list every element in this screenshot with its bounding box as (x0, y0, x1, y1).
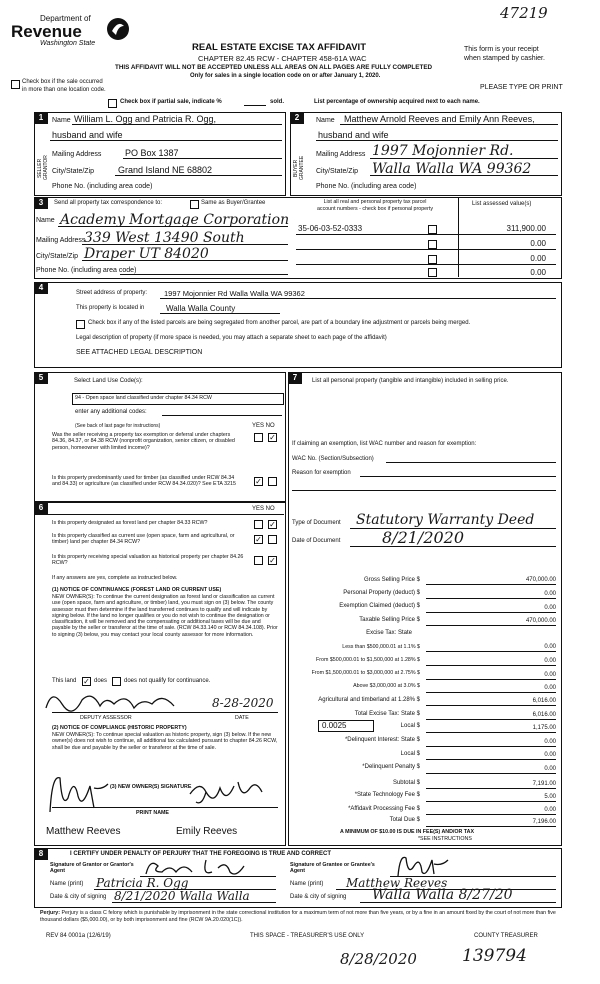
buyer-name[interactable]: Matthew Arnold Reeves and Emily Ann Reeves, (344, 114, 535, 124)
agricultural-label: Agricultural and timberland at 1.28% $ (318, 697, 420, 703)
subtotal-label: Subtotal $ (392, 780, 420, 786)
total-state-value[interactable]: 6,016.00 (532, 712, 556, 718)
legal-description[interactable]: SEE ATTACHED LEGAL DESCRIPTION (76, 349, 203, 356)
parcel-value-4[interactable]: 0.00 (530, 268, 546, 277)
form-chapter: CHAPTER 82.45 RCW - CHAPTER 458-61A WAC (198, 54, 367, 63)
parcel-header-2: account numbers - check box if personal property (316, 206, 433, 212)
sec5-q2-yes[interactable]: ✓ (255, 477, 262, 486)
sec3-mail-label: Mailing Address (36, 237, 86, 244)
local-tax-label: Local $ (400, 723, 420, 729)
dept-label: Department of (40, 14, 91, 23)
tier-2-value[interactable]: 0.00 (544, 658, 556, 664)
does-qualify-checkbox[interactable]: ✓ (83, 677, 90, 686)
new-owner-signature-label: (3) NEW OWNER(S) SIGNATURE (110, 784, 192, 790)
sec6-question-3: Is this property receiving special valuation as historical property per chapter 84.26 RCW? (52, 554, 244, 567)
seller-phone-label: Phone No. (including area code) (52, 183, 153, 190)
seller-city-label: City/State/Zip (52, 168, 95, 175)
same-as-buyer-checkbox[interactable] (190, 200, 199, 209)
treasurer-stamp-date: 8/28/2020 (340, 950, 417, 968)
land-use-code: 94 - Open space land classified under chapter 84.34 RCW (75, 395, 212, 401)
seller-name[interactable]: William L. Ogg and Patricia R. Ogg, (74, 114, 217, 124)
notice-1-body: NEW OWNER(S): To continue the current designation as forest land or classification as current use (open space, farm and agriculture, or timber) land, you must sign on (3) below. The county assessor must then determine if the land transferred continues to qualify and will indicate by signing below. If the land no longer qualifies or you do not wish to continue the designation or classification, it will be removed and the compensating or additional taxes will be due and payable by the seller or transferor at the time of sale. (RCW 84.33.140 or RCW 84.34.108). Prior to signing (3) below, you may contact your local county assessor for more information. (52, 594, 278, 638)
minimum-due-note: A MINIMUM OF $10.00 IS DUE IN FEE(S) AND/OR TAX (340, 829, 475, 835)
grantee-date-city[interactable]: Walla Walla 8/27/20 (372, 887, 513, 903)
segregated-checkbox[interactable] (76, 320, 85, 329)
doc-date-label: Date of Document (292, 538, 341, 544)
grantee-signature (392, 852, 452, 878)
tier-4-value[interactable]: 0.00 (544, 685, 556, 691)
state-label: Washington State (40, 40, 96, 47)
local-rate: 0.0025 (322, 721, 347, 730)
see-instructions-note: *SEE INSTRUCTIONS (418, 836, 472, 842)
buyer-side-label: BUYER GRANTEE (293, 155, 305, 181)
gross-price-value[interactable]: 470,000.00 (525, 577, 556, 583)
legal-description-label: Legal description of property (if more space is needed, you may attach a separate sheet to each page of the affidavit) (76, 335, 387, 341)
personal-property-deduct-label: Personal Property (deduct) $ (343, 590, 420, 596)
sec6-yes-no-header: YES NO (252, 506, 275, 512)
buyer-mail-label: Mailing Address (316, 151, 366, 158)
grantee-print-name[interactable]: Matthew Reeves (346, 876, 448, 890)
exemption-deduct-value[interactable]: 0.00 (544, 605, 556, 611)
agricultural-value[interactable]: 6,016.00 (532, 698, 556, 704)
personal-property-label: List all personal property (tangible and intangible) included in selling price. (312, 378, 509, 384)
exemption-label: If claiming an exemption, list WAC number and reason for exemption: (292, 441, 477, 447)
parcel-1-personal-checkbox[interactable] (428, 225, 437, 234)
buyer-city-label: City/State/Zip (316, 168, 359, 175)
send-correspondence-label: Send all property tax correspondence to: (54, 200, 163, 206)
parcel-3-personal-checkbox[interactable] (428, 255, 437, 264)
notice-1-title: (1) NOTICE OF CONTINUANCE (FOREST LAND OR CURRENT USE) (52, 587, 222, 593)
delinquent-interest-local-label: Local $ (400, 751, 420, 757)
partial-sale-checkbox[interactable] (108, 99, 117, 108)
buyer-phone-label: Phone No. (including area code) (316, 183, 417, 190)
see-back-note: (See back of last page for instructions) (75, 423, 161, 429)
buyer-mail[interactable]: 1997 Mojonnier Rd. (372, 143, 514, 159)
this-land-label: This land (52, 678, 77, 684)
tier-1-value[interactable]: 0.00 (544, 644, 556, 650)
revision-label: REV 84 0001a (12/6/19) (46, 933, 111, 939)
owner-1-signature (44, 768, 114, 818)
seller-name-label: Name (52, 117, 71, 124)
wac-label: WAC No. (Section/Subsection) (292, 456, 374, 462)
sec6-q1-yes[interactable] (254, 520, 263, 529)
revenue-logo-text: Revenue (11, 22, 82, 41)
parcel-number-1[interactable]: 35-06-03-52-0333 (298, 224, 363, 233)
does-label: does (94, 678, 108, 684)
perjury-text: Perjury is a class C felony which is punishable by imprisonment in the state correctional institution for a maximum term of not more than five years, or by a fine in an amount fixed by the court of not more than five thousand dollars ($5,000.00), or by both imprisonment and fine (RCW 9A.20.020(1C)). (40, 910, 556, 923)
tier-1-label: Less than $500,000.01 at 1.1% $ (342, 644, 420, 650)
county[interactable]: Walla Walla County (166, 304, 236, 313)
ownership-note: List percentage of ownership acquired next to each name. (314, 99, 480, 105)
tier-2-label: From $500,000.01 to $1,500,000 at 1.28% $ (316, 657, 420, 663)
print-name-label: PRINT NAME (136, 810, 169, 816)
grantor-date-city[interactable]: 8/21/2020 Walla Walla (114, 889, 250, 903)
technology-fee-label: *State Technology Fee $ (354, 792, 420, 798)
doc-type-label: Type of Document (292, 520, 341, 526)
taxable-price-value[interactable]: 470,000.00 (525, 618, 556, 624)
grantor-date-label: Date & city of signing (50, 894, 107, 900)
excise-state-label: Excise Tax: State (366, 630, 412, 636)
perjury-note (40, 910, 558, 923)
total-state-label: Total Excise Tax: State $ (354, 711, 420, 717)
tier-3-value[interactable]: 0.00 (544, 672, 556, 678)
personal-property-deduct-value[interactable]: 0.00 (544, 591, 556, 597)
seller-side-label: SELLER GRANTOR (37, 155, 49, 181)
segregated-label: Check box if any of the listed parcels are being segregated from another parcel, are part of a boundary line adjustment or parcels being merged. (88, 320, 471, 326)
doc-date[interactable]: 8/21/2020 (382, 528, 465, 547)
grantor-signature (140, 856, 250, 878)
delinquent-penalty-value[interactable]: 0.00 (544, 766, 556, 772)
tier-4-label: Above $3,000,000 at 3.0% $ (353, 683, 420, 689)
parcel-4-personal-checkbox[interactable] (428, 268, 437, 277)
certify-statement: I CERTIFY UNDER PENALTY OF PERJURY THAT THE FOREGOING IS TRUE AND CORRECT (70, 851, 332, 857)
grantor-signature-label: Signature of Grantor or Grantor's Agent (50, 862, 134, 875)
owner-1-print-name[interactable]: Matthew Reeves (46, 826, 121, 837)
if-yes-note: If any answers are yes, complete as instructed below. (52, 575, 178, 581)
sec5-q1-no[interactable]: ✓ (269, 433, 276, 442)
sec3-name-label: Name (36, 217, 55, 224)
multi-location-checkbox[interactable] (11, 80, 20, 89)
sec3-name[interactable]: Academy Mortgage Corporation (60, 212, 290, 228)
sec6-q2-no[interactable] (268, 535, 277, 544)
same-as-buyer-label: Same as Buyer/Grantee (201, 200, 266, 206)
grantee-date-label: Date & city of signing (290, 894, 347, 900)
land-use-label: Select Land Use Code(s): (74, 378, 143, 384)
seller-name-2[interactable]: husband and wife (52, 130, 123, 140)
print-note: PLEASE TYPE OR PRINT (480, 84, 563, 91)
section-4-number: 4 (34, 282, 48, 294)
processing-fee-label: *Affidavit Processing Fee $ (348, 806, 420, 812)
notice-2-body: NEW OWNER(S): To continue special valuation as historic property, sign (3) below. If the new owner(s) does not wish to continue, all additional tax calculated pursuant to chapter 84.26 RCW, shall be due and payable by the seller or transferor at the time of sale. (52, 732, 278, 751)
section-1-number: 1 (34, 112, 48, 124)
sec6-q2-yes[interactable]: ✓ (255, 535, 262, 544)
buyer-name-2[interactable]: husband and wife (318, 130, 389, 140)
sec5-question-2: Is this property predominantly used for timber (as classified under RCW 84.34 and 84.33) or agriculture (as classified under RCW 84.34.020)? See ETA 3215 (52, 475, 236, 488)
exemption-deduct-label: Exemption Claimed (deduct) $ (339, 603, 420, 609)
technology-fee-value[interactable]: 5.00 (544, 794, 556, 800)
sec3-mail[interactable]: 339 West 13490 South (84, 230, 245, 246)
treasurer-stamp-number: 139794 (462, 946, 527, 966)
grantee-name-label: Name (print) (290, 881, 324, 887)
county-treasurer-label: COUNTY TREASURER (474, 933, 538, 939)
taxable-price-label: Taxable Selling Price $ (359, 617, 420, 623)
sec5-question-1: Was the seller receiving a property tax exemption or deferral under chapters 84.36, 84.37, or 84.38 RCW (nonprofit organization, senior citizen, or disabled person, homeowner with limited income)? (52, 432, 235, 451)
form-title: REAL ESTATE EXCISE TAX AFFIDAVIT (192, 42, 367, 53)
section-7-number: 7 (288, 372, 302, 384)
street-address[interactable]: 1997 Mojonnier Rd Walla Walla WA 99362 (164, 289, 305, 298)
date-label: DATE (235, 715, 249, 721)
sec3-city[interactable]: Draper UT 84020 (84, 246, 209, 262)
grantee-signature-label: Signature of Grantee or Grantee's Agent (290, 862, 375, 875)
section-8-number: 8 (34, 848, 48, 860)
multi-location-label-1: Check box if the sale occurred (22, 79, 103, 85)
sec6-q3-yes[interactable] (254, 556, 263, 565)
sec6-question-2: Is this property classified as current use (open space, farm and agricultural, or timber) land per chapter 84.34 RCW? (52, 533, 235, 546)
sec3-phone-label: Phone No. (including area code) (36, 267, 137, 274)
delinquent-penalty-label: *Delinquent Penalty $ (362, 764, 420, 770)
local-tax-value[interactable]: 1,175.00 (532, 725, 556, 731)
parcel-value-3[interactable]: 0.00 (530, 254, 546, 263)
doc-type[interactable]: Statutory Warranty Deed (356, 512, 535, 528)
deputy-assessor-label: DEPUTY ASSESSOR (80, 715, 132, 721)
receipt-note-1: This form is your receipt (464, 46, 539, 53)
stamp-number: 47219 (500, 4, 548, 22)
total-due-value[interactable]: 7,196.00 (532, 819, 556, 825)
assessed-value-header: List assessed value(s) (472, 201, 532, 207)
section-6-number: 6 (34, 502, 48, 514)
single-location-note: Only for sales in a single location code on or after January 1, 2020. (190, 73, 381, 79)
grantor-name-label: Name (print) (50, 881, 84, 887)
sec6-q3-no[interactable]: ✓ (269, 556, 276, 565)
sec5-q2-no[interactable] (268, 477, 277, 486)
seller-city[interactable]: Grand Island NE 68802 (118, 165, 213, 175)
sec5-q1-yes[interactable] (254, 433, 263, 442)
delinquent-interest-local-value[interactable]: 0.00 (544, 752, 556, 758)
total-due-label: Total Due $ (389, 817, 420, 823)
treasurer-use-label: THIS SPACE - TREASURER'S USE ONLY (250, 933, 365, 939)
sec5-yes-no-header: YES NO (252, 423, 275, 429)
does-not-qualify-checkbox[interactable] (112, 677, 121, 686)
partial-sale-label: Check box if partial sale, indicate % (120, 99, 222, 105)
delinquent-interest-state-value[interactable]: 0.00 (544, 739, 556, 745)
does-not-qualify-label: does not qualify for continuance. (124, 678, 211, 684)
street-label: Street address of property: (76, 290, 148, 296)
subtotal-value[interactable]: 7,191.00 (532, 781, 556, 787)
sold-label: sold. (270, 99, 285, 105)
parcel-2-personal-checkbox[interactable] (428, 240, 437, 249)
assessor-date[interactable]: 8-28-2020 (212, 696, 274, 710)
owner-2-print-name[interactable]: Emily Reeves (176, 826, 238, 837)
buyer-city[interactable]: Walla Walla WA 99362 (372, 161, 532, 177)
located-in-label: This property is located in (76, 305, 145, 311)
reason-label: Reason for exemption (292, 470, 351, 476)
section-3-number: 3 (34, 197, 48, 209)
section-2-number: 2 (290, 112, 304, 124)
multi-location-label-2: in more than one location code. (22, 87, 106, 93)
sec3-city-label: City/State/Zip (36, 253, 79, 260)
parcel-value-2[interactable]: 0.00 (530, 239, 546, 248)
additional-codes-label: enter any additional codes: (75, 409, 147, 415)
delinquent-interest-state-label: *Delinquent Interest: State $ (344, 737, 420, 743)
buyer-name-label: Name (316, 117, 335, 124)
notice-2-title: (2) NOTICE OF COMPLIANCE (HISTORIC PROPERTY) (52, 725, 187, 731)
revenue-logo-icon (105, 16, 131, 42)
perjury-label: Perjury: (40, 910, 61, 916)
gross-price-label: Gross Selling Price $ (363, 577, 420, 583)
parcel-header-1: List all real and personal property tax parcel (323, 199, 427, 205)
warning-text: THIS AFFIDAVIT WILL NOT BE ACCEPTED UNLESS ALL AREAS ON ALL PAGES ARE FULLY COMPLETED (115, 64, 433, 71)
parcel-value-1[interactable]: 311,900.00 (506, 224, 546, 233)
seller-mail[interactable]: PO Box 1387 (125, 148, 179, 158)
section-5-number: 5 (34, 372, 48, 384)
sec6-question-1: Is this property designated as forest land per chapter 84.33 RCW? (52, 520, 208, 526)
receipt-note-2: when stamped by cashier. (464, 55, 545, 62)
processing-fee-value[interactable]: 0.00 (544, 807, 556, 813)
sec6-q1-no[interactable]: ✓ (269, 520, 276, 529)
seller-mail-label: Mailing Address (52, 151, 102, 158)
grantor-print-name[interactable]: Patricia R. Ogg (96, 876, 189, 890)
tier-3-label: From $1,500,000.01 to $3,000,000 at 2.75% $ (311, 670, 420, 676)
